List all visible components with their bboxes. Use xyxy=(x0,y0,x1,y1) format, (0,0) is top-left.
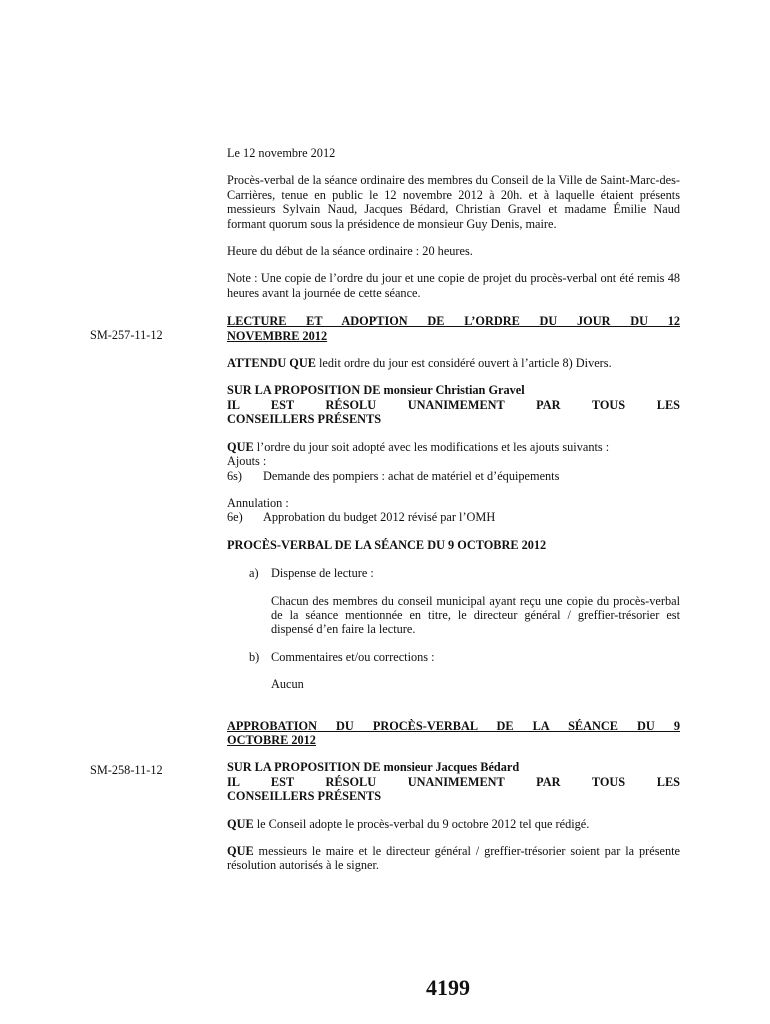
proposition-block-258: SUR LA PROPOSITION DE monsieur Jacques Bédard IL EST RÉSOLU UNANIMEMENT PAR TOUS LES CONSEILLERS PRÉSENTS xyxy=(227,760,680,804)
resolution-number-257: SM-257-11-12 xyxy=(90,328,163,342)
start-time: Heure du début de la séance ordinaire : 20 heures. xyxy=(227,244,473,259)
pv-heading: PROCÈS-VERBAL DE LA SÉANCE DU 9 OCTOBRE 2012 xyxy=(227,537,547,552)
date-line: Le 12 novembre 2012 xyxy=(227,146,336,160)
ajout-item: 6s) Demande des pompiers : achat de matériel et d’équipements xyxy=(227,468,560,483)
attendu-paragraph: ATTENDU QUE ledit ordre du jour est considéré ouvert à l’article 8) Divers. xyxy=(227,356,612,371)
page-number: 4199 xyxy=(426,975,470,1000)
sub-item-b: b) Commentaires et/ou corrections : xyxy=(249,649,435,664)
annulation-item: 6e) Approbation du budget 2012 révisé par l’OMH xyxy=(227,510,496,525)
note-paragraph: Note : Une copie de l’ordre du jour et une copie de projet du procès-verbal ont été remis 48 heures avant la journée de cette séance. xyxy=(227,271,680,300)
section-257-title: LECTURE ET ADOPTION DE L’ORDRE DU JOUR DU 12 NOVEMBRE 2012 xyxy=(227,314,680,343)
section-258-title: APPROBATION DU PROCÈS-VERBAL DE LA SÉANCE DU 9 OCTOBRE 2012 xyxy=(227,718,680,747)
sub-item-b-body: Aucun xyxy=(271,677,304,692)
intro-paragraph: Procès-verbal de la séance ordinaire des membres du Conseil de la Ville de Saint-Marc-des-Carrières, tenue en public le 12 novembre 2012 à 20h. et à laquelle étaient présents messieurs Sylvain Naud, Jacques Bédard, Christian Gravel et madame Émilie Naud formant quorum sous la présidence de monsieur Guy Denis, maire. xyxy=(227,173,680,231)
proposition-block-257: SUR LA PROPOSITION DE monsieur Christian Gravel IL EST RÉSOLU UNANIMEMENT PAR TOUS LES CONSEILLERS PRÉSENTS xyxy=(227,383,680,427)
resolution-que-258-2: QUE messieurs le maire et le directeur général / greffier-trésorier soient par la présente résolution autorisés à le signer. xyxy=(227,844,680,873)
resolution-number-258: SM-258-11-12 xyxy=(90,763,163,777)
annulation-block: Annulation : 6e) Approbation du budget 2012 révisé par l’OMH xyxy=(227,496,680,525)
sub-item-a: a) Dispense de lecture : xyxy=(249,566,374,581)
resolution-que-257: QUE l’ordre du jour soit adopté avec les modifications et les ajouts suivants : Ajouts : 6s) Demande des pompiers : achat de matériel et d’équipements xyxy=(227,440,680,483)
resolution-que-258-1: QUE le Conseil adopte le procès-verbal du 9 octobre 2012 tel que rédigé. xyxy=(227,816,590,831)
document-body xyxy=(227,146,680,886)
sub-item-a-body: Chacun des membres du conseil municipal ayant reçu une copie du procès-verbal de la séance mentionnée en titre, le directeur général / greffier-trésorier est dispensé d’en faire la lecture. xyxy=(271,593,680,637)
ajouts-label: Ajouts : xyxy=(227,454,267,469)
